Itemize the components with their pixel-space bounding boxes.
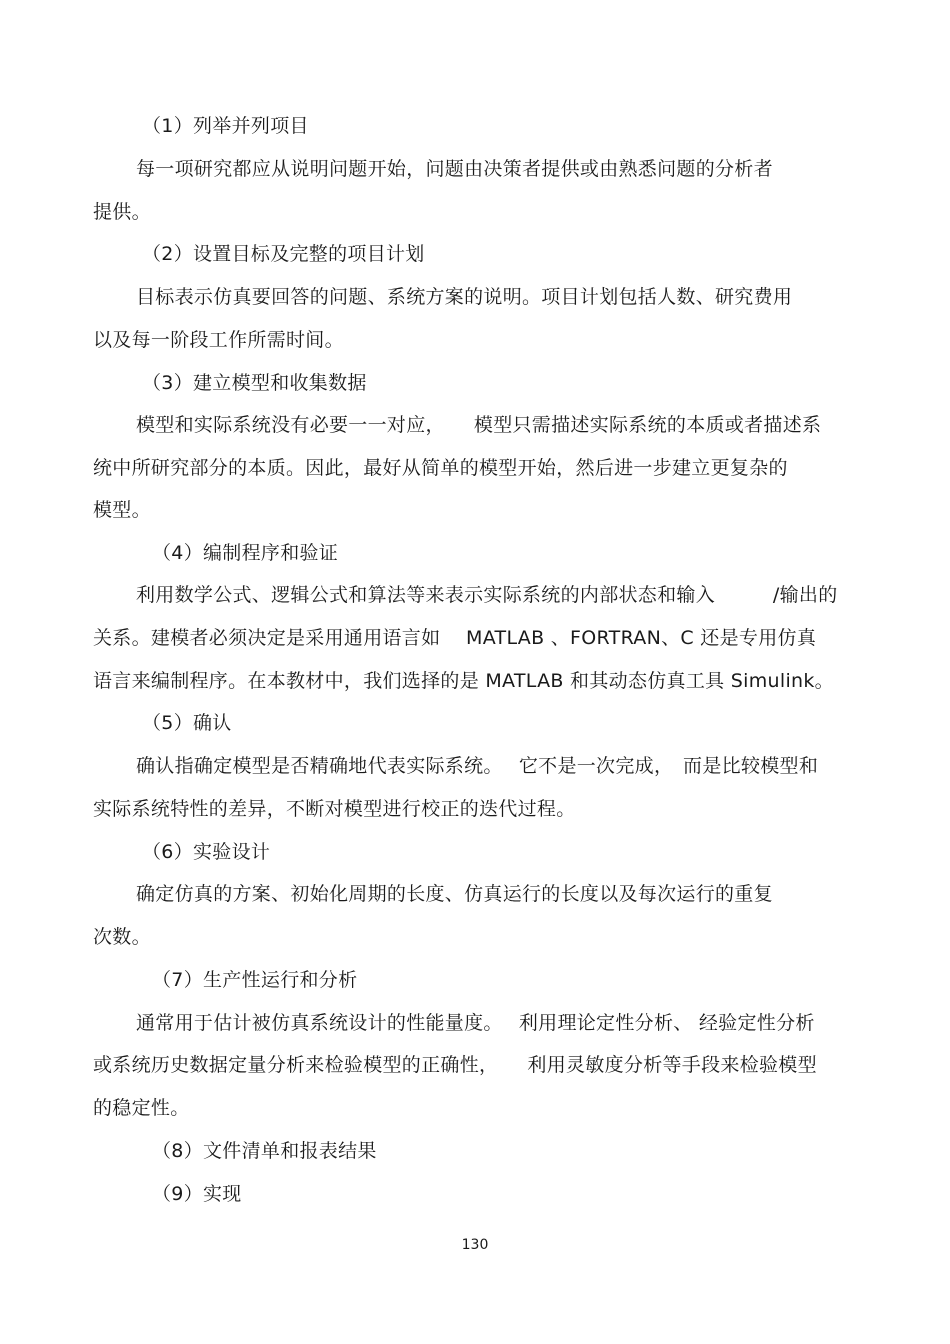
paragraph-line: 通常用于估计被仿真系统设计的性能量度。 利用理论定性分析、 经验定性分析 <box>136 1012 815 1034</box>
section-heading-5: （5）确认 <box>142 712 232 734</box>
paragraph-line: 统中所研究部分的本质。因此，最好从简单的模型开始，然后进一步建立更复杂的 <box>93 457 788 479</box>
paragraph-line: 利用数学公式、逻辑公式和算法等来表示实际系统的内部状态和输入 /输出的 <box>136 584 838 606</box>
paragraph-line: 确认指确定模型是否精确地代表实际系统。 它不是一次完成， 而是比较模型和 <box>136 755 819 777</box>
section-heading-4: （4）编制程序和验证 <box>152 542 339 564</box>
paragraph-line: 模型。 <box>93 499 151 521</box>
paragraph-line: 每一项研究都应从说明问题开始，问题由决策者提供或由熟悉问题的分析者 <box>136 158 773 180</box>
section-heading-3: （3）建立模型和收集数据 <box>142 372 367 394</box>
paragraph-line: 实际系统特性的差异，不断对模型进行校正的迭代过程。 <box>93 798 576 820</box>
section-heading-9: （9）实现 <box>152 1183 242 1205</box>
paragraph-line: 次数。 <box>93 926 151 948</box>
paragraph-line: 语言来编制程序。在本教材中，我们选择的是 MATLAB 和其动态仿真工具 Simulink。 <box>93 670 834 692</box>
page-number: 130 <box>461 1237 489 1253</box>
section-heading-2: （2）设置目标及完整的项目计划 <box>142 243 425 265</box>
section-heading-1: （1）列举并列项目 <box>142 115 309 137</box>
section-heading-7: （7）生产性运行和分析 <box>152 969 358 991</box>
paragraph-line: 或系统历史数据定量分析来检验模型的正确性， 利用灵敏度分析等手段来检验模型 <box>93 1054 817 1076</box>
paragraph-line: 目标表示仿真要回答的问题、系统方案的说明。项目计划包括人数、研究费用 <box>136 286 793 308</box>
paragraph-line: 的稳定性。 <box>93 1097 190 1119</box>
paragraph-line: 关系。建模者必须决定是采用通用语言如 MATLAB 、FORTRAN、C 还是专用仿真 <box>93 627 817 649</box>
paragraph-line: 提供。 <box>93 201 151 223</box>
section-heading-8: （8）文件清单和报表结果 <box>152 1140 377 1162</box>
section-heading-6: （6）实验设计 <box>142 841 271 863</box>
paragraph-line: 确定仿真的方案、初始化周期的长度、仿真运行的长度以及每次运行的重复 <box>136 883 773 905</box>
paragraph-line: 模型和实际系统没有必要一一对应， 模型只需描述实际系统的本质或者描述系 <box>136 414 822 436</box>
paragraph-line: 以及每一阶段工作所需时间。 <box>93 329 344 351</box>
